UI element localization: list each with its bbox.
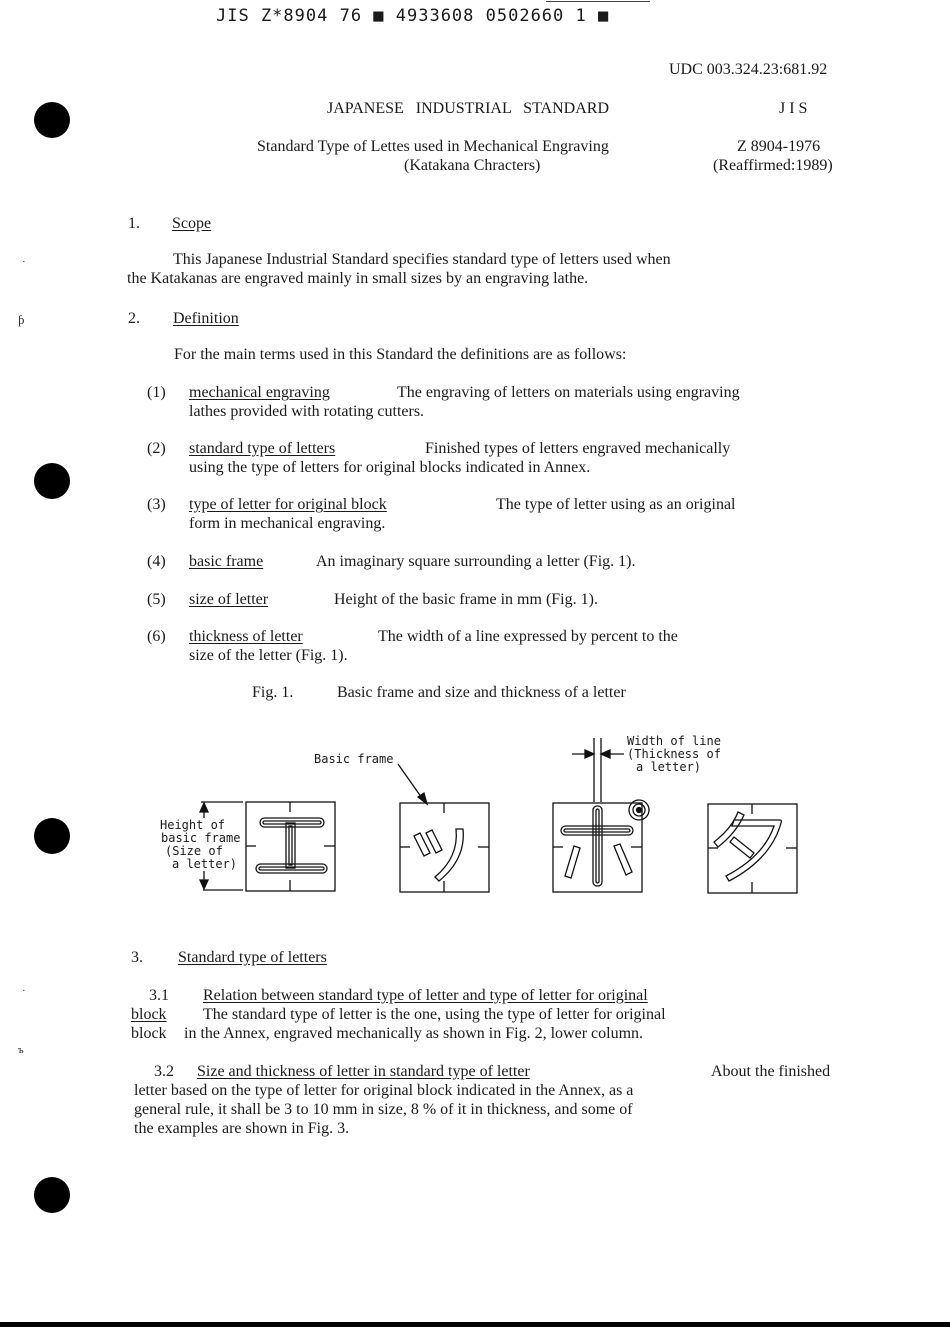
scope-text-line: the Katakanas are engraved mainly in small sizes by an engraving lathe. [127, 270, 589, 287]
definition-term: size of letter [189, 591, 269, 608]
letter-frame-ho [553, 803, 642, 892]
arrow-down-icon [200, 880, 208, 889]
subsection-text: in the Annex, engraved mechanically as shown in Fig. 2, lower column. [184, 1025, 644, 1042]
definition-text: lathes provided with rotating cutters. [189, 403, 425, 420]
section-title-standard-type: Standard type of letters [178, 949, 327, 966]
standard-number: Z 8904-1976 [737, 138, 821, 155]
arrow-left-icon [601, 750, 610, 758]
letter-stroke [564, 829, 630, 832]
subsection-number: 3.1 [149, 987, 169, 1004]
label-basic-frame: Basic frame [314, 752, 394, 766]
definition-text: using the type of letters for original blocks indicated in Annex. [189, 459, 591, 476]
label-width-line: a letter) [636, 760, 702, 774]
section-title-definition: Definition [173, 310, 239, 327]
label-width-line: (Thickness of [627, 747, 721, 761]
section-number: 3. [131, 949, 143, 966]
letter-stroke [726, 820, 781, 881]
letter-stroke [596, 809, 599, 883]
letter-frame-ta [708, 804, 797, 893]
section-number: 1. [128, 215, 140, 232]
definition-term: basic frame [189, 553, 264, 570]
definition-term: standard type of letters [189, 440, 336, 457]
definition-text: Finished types of letters engraved mechanically [425, 440, 731, 457]
header-code: JIS Z*8904 76 ■ 4933608 0502660 1 ■ [216, 6, 610, 26]
definition-term: thickness of letter [189, 628, 303, 645]
arrow-up-icon [200, 803, 208, 812]
margin-mark: ъ [18, 1044, 24, 1056]
definition-term: mechanical engraving [189, 384, 330, 401]
definition-text: Height of the basic frame in mm (Fig. 1). [334, 591, 598, 608]
definition-text: The engraving of letters on materials using engraving [397, 384, 740, 401]
letter-stroke [561, 826, 633, 835]
label-height-line: a letter) [172, 857, 238, 871]
definition-text: An imaginary square surrounding a letter (Fig. 1). [316, 553, 636, 570]
definition-intro: For the main terms used in this Standard the definitions are as follows: [174, 346, 627, 363]
udc-number: UDC 003.324.23:681.92 [669, 61, 828, 78]
page-bottom-edge [0, 1322, 950, 1327]
subsection-title-cont: block [131, 1006, 167, 1023]
figure-caption: Basic frame and size and thickness of a letter [337, 684, 626, 701]
label-height-line: (Size of [165, 844, 223, 858]
standard-org: JAPANESE INDUSTRIAL STANDARD [327, 100, 609, 117]
subsection-title: Relation between standard type of letter and type of letter for original [203, 987, 648, 1004]
figure-number: Fig. 1. [252, 684, 294, 701]
subsection-text: The standard type of letter is the one, using the type of letter for original [203, 1006, 666, 1023]
definition-term: type of letter for original block [189, 496, 387, 513]
subsection-number: 3.2 [154, 1063, 174, 1080]
definition-number: (3) [147, 496, 166, 513]
margin-mark: ƥ [18, 312, 25, 327]
letter-stroke [289, 826, 292, 865]
section-number: 2. [128, 310, 140, 327]
arrow-right-icon [585, 750, 594, 758]
subsection-text: general rule, it shall be 3 to 10 mm in size, 8 % of it in thickness, and some of [134, 1101, 633, 1118]
letter-stroke [614, 844, 632, 875]
label-height-line: basic frame [161, 831, 241, 845]
definition-number: (4) [147, 553, 166, 570]
definition-text: The type of letter using as an original [496, 496, 736, 513]
label-width-line: Width of line [627, 734, 721, 748]
subsection-text: letter based on the type of letter for original block indicated in the Annex, as a [134, 1082, 634, 1099]
definition-text: form in mechanical engraving. [189, 515, 386, 532]
subsection-text: block [131, 1025, 167, 1042]
definition-text: size of the letter (Fig. 1). [189, 647, 348, 664]
reaffirmed-date: (Reaffirmed:1989) [713, 157, 833, 174]
definition-text: The width of a line expressed by percent to the [378, 628, 678, 645]
definition-number: (6) [147, 628, 166, 645]
definition-number: (5) [147, 591, 166, 608]
section-title-scope: Scope [172, 215, 212, 232]
margin-mark: · [22, 985, 26, 997]
subsection-title: Size and thickness of letter in standard type of letter [197, 1063, 530, 1080]
letter-stroke [730, 837, 754, 858]
circle-mark [637, 808, 642, 813]
letter-stroke [565, 846, 580, 878]
scope-text-line: This Japanese Industrial Standard specifies standard type of letters used when [173, 251, 671, 268]
margin-mark: · [22, 256, 26, 268]
document-subtitle: (Katakana Chracters) [404, 157, 541, 174]
definition-number: (1) [147, 384, 166, 401]
standard-abbr: J I S [779, 100, 808, 117]
label-height-line: Height of [160, 818, 226, 832]
letter-frame-e [246, 802, 335, 891]
letter-frame-tsu [400, 803, 489, 892]
document-title: Standard Type of Lettes used in Mechanical Engraving [257, 138, 609, 155]
letter-stroke [435, 829, 463, 881]
subsection-text: the examples are shown in Fig. 3. [134, 1120, 350, 1137]
definition-number: (2) [147, 440, 166, 457]
subsection-text: About the finished [711, 1063, 831, 1080]
letter-stroke [286, 823, 295, 868]
letter-stroke [593, 806, 602, 886]
